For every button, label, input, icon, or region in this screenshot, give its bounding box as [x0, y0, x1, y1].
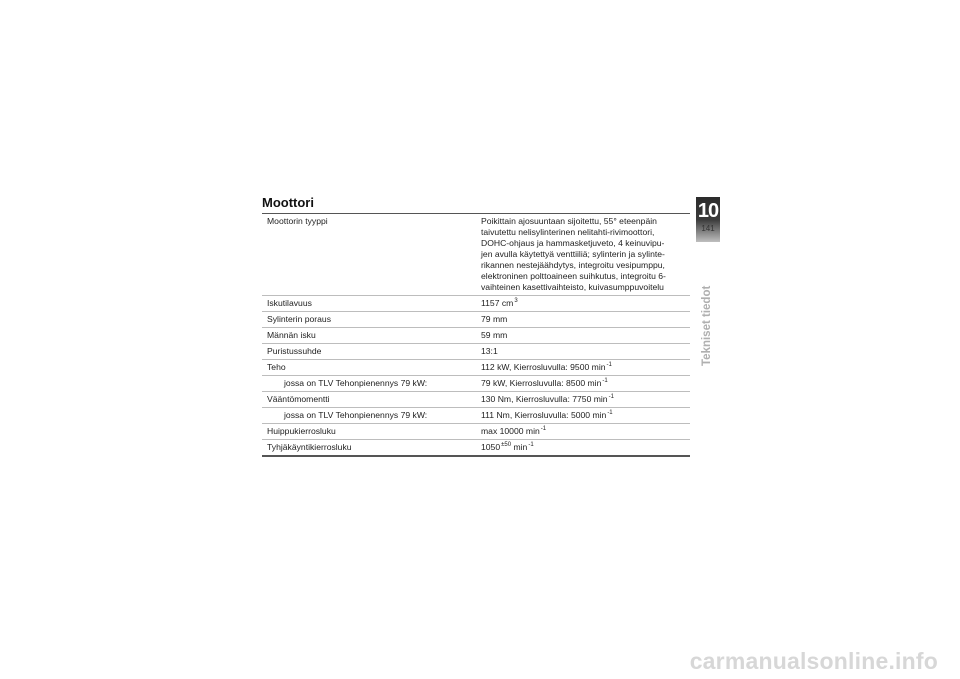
row-value: 79 mm — [481, 314, 508, 324]
row-value — [477, 392, 690, 407]
chapter-number: 10 — [697, 200, 719, 222]
table-row — [262, 214, 690, 295]
row-value: Poikittain ajosuuntaan sijoitettu, 55° eteenpäin taivutettu nelisylinterinen nelitahti-rivimoottori, DOHC-ohjaus ja hammasketjuveto, 4 keinuvipu- jen avulla käytettyä venttiiliä; sylinterin ja sylinte- rikannen nestejäähdytys, integroitu vesipumppu, elektroninen polttoaineen suihkutus, integroitu 6- vaihteinen kasettivaihteisto, kuivasumppuvoitelu — [481, 216, 666, 292]
table-row — [262, 359, 690, 375]
value-text: 1050 — [481, 442, 501, 452]
row-label: Tyhjäkäyntikierrosluku — [267, 442, 352, 452]
section-title: Moottori — [262, 195, 314, 210]
value-superscript: -1 — [606, 362, 612, 368]
value-superscript: -1 — [528, 442, 534, 448]
row-value: 13:1 — [481, 346, 498, 356]
chapter-tab — [696, 197, 720, 242]
row-label: jossa on TLV Tehonpienennys 79 kW: — [284, 410, 428, 420]
row-label: Iskutilavuus — [267, 298, 312, 308]
table-row — [262, 375, 690, 391]
value-superscript: -1 — [602, 378, 608, 384]
table-row — [262, 423, 690, 439]
value-text: 79 kW, Kierrosluvulla: 8500 min — [481, 378, 602, 388]
row-label: Puristussuhde — [267, 346, 322, 356]
row-label: Moottorin tyyppi — [267, 216, 328, 226]
row-label: Teho — [267, 362, 286, 372]
table-row — [262, 407, 690, 423]
row-label: Männän isku — [267, 330, 316, 340]
row-value — [477, 408, 690, 423]
value-superscript: 3 — [514, 298, 518, 304]
table-row — [262, 391, 690, 407]
value-text: 1157 cm — [481, 298, 514, 308]
row-label: Sylinterin poraus — [267, 314, 332, 324]
row-label: Vääntömomentti — [267, 394, 330, 404]
row-label: Huippukierrosluku — [267, 426, 336, 436]
value-superscript: -1 — [540, 426, 547, 432]
value-text: 112 kW, Kierrosluvulla: 9500 min — [481, 362, 606, 372]
table-row — [262, 343, 690, 359]
table-row — [262, 327, 690, 343]
row-value — [477, 296, 690, 311]
row-value — [477, 376, 690, 391]
value-text: 111 Nm, Kierrosluvulla: 5000 min — [481, 410, 607, 420]
value-text: max 10000 min — [481, 426, 540, 436]
value-text-after: min — [511, 442, 528, 452]
value-text: 130 Nm, Kierrosluvulla: 7750 min — [481, 394, 608, 404]
table-row — [262, 439, 690, 455]
row-value: 59 mm — [481, 330, 508, 340]
chapter-side-title: Tekniset tiedot — [701, 285, 713, 366]
table-row — [262, 311, 690, 327]
engine-spec-table — [262, 213, 690, 457]
row-value — [477, 440, 690, 455]
value-superscript: -1 — [608, 394, 614, 400]
page-number: 141 — [701, 224, 715, 233]
value-superscript: ±50 — [501, 442, 512, 448]
row-value — [477, 424, 690, 439]
row-value — [477, 360, 690, 375]
table-row — [262, 295, 690, 311]
watermark: carmanualsonline.info — [689, 648, 938, 674]
row-label: jossa on TLV Tehonpienennys 79 kW: — [284, 378, 428, 388]
value-superscript: -1 — [607, 410, 613, 416]
